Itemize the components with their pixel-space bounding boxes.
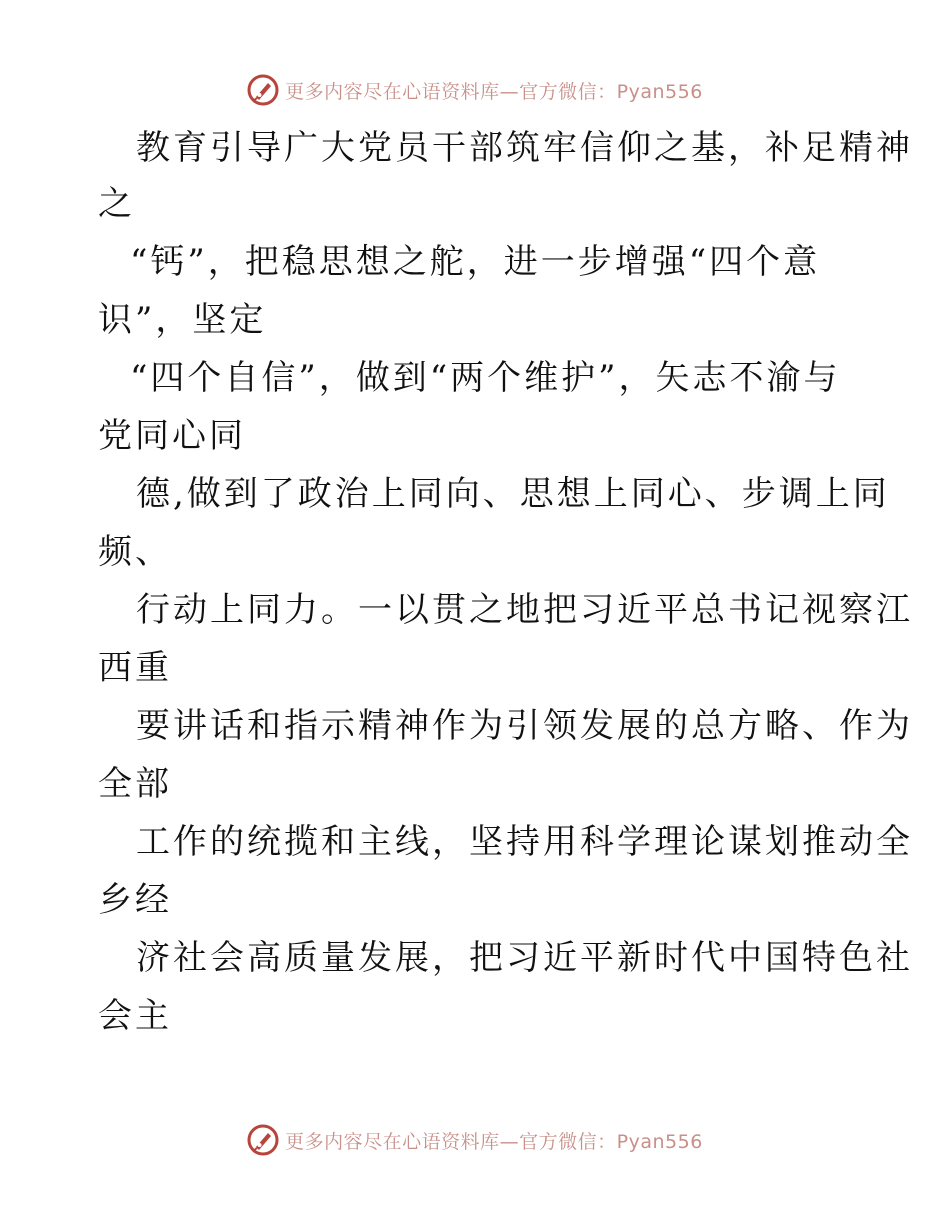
text-line: 会主: [98, 996, 172, 1036]
pen-nib-logo-icon: [247, 1124, 279, 1156]
text-line: 乡经: [98, 880, 172, 920]
text-line: 识”，坚定: [98, 300, 267, 340]
text-line: “四个自信”，做到“两个维护”，矢志不渝与: [130, 358, 841, 398]
text-line: 行动上同力。一以贯之地把习近平总书记视察江: [136, 590, 913, 630]
text-line: 频、: [98, 532, 172, 572]
text-line: 要讲话和指示精神作为引领发展的总方略、作为: [136, 706, 913, 746]
header-watermark: [0, 72, 950, 108]
text-line: 工作的统揽和主线，坚持用科学理论谋划推动全: [136, 822, 913, 862]
text-line: 党同心同: [98, 416, 246, 456]
text-line: 济社会高质量发展，把习近平新时代中国特色社: [136, 938, 913, 978]
footer-watermark: [0, 1122, 950, 1158]
text-line: 教育引导广大党员干部筑牢信仰之基，补足精神: [136, 128, 913, 168]
text-line: “钙”，把稳思想之舵，进一步增强“四个意: [130, 242, 821, 282]
header-watermark-text: 更多内容尽在心语资料库—官方微信：Pyan556: [285, 80, 703, 103]
text-line: 德,做到了政治上同向、思想上同心、步调上同: [136, 474, 890, 514]
text-line: 全部: [98, 764, 172, 804]
pen-nib-logo-icon: [247, 74, 279, 106]
footer-watermark-text: 更多内容尽在心语资料库—官方微信：Pyan556: [285, 1130, 703, 1153]
text-line: 之: [98, 184, 135, 224]
text-line: 西重: [98, 648, 172, 688]
